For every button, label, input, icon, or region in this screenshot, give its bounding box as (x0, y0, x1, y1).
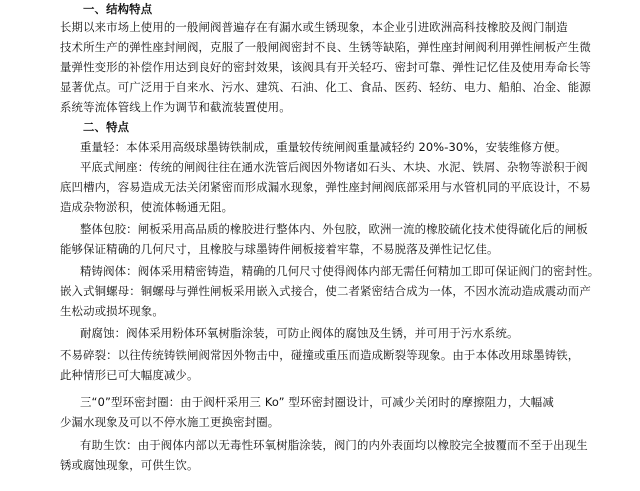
paragraph-line: 能够保证精确的几何尺寸，且橡胶与球墨铸件闸板接着牢靠，不易脱落及弹性记忆佳。 (60, 242, 499, 256)
feature-lightweight: 重量轻：本体采用高级球墨铸铁制成，重量较传统闸阀重量减轻约 20%-30%，安装维修方便。 (80, 140, 567, 154)
section-heading-features: 二、特点 (83, 120, 130, 134)
feature-precision-body: 精铸阀体：阀体采用精密铸造，精确的几何尺寸使得阀体内部无需任何精加工即可保证阀门的密封性。 (80, 264, 600, 278)
feature-no-breakage: 不易碎裂：以往传统铸铁闸阀常因外物击中，碰撞或重压而造成断裂等现象。由于本体改用球墨铸铁， (60, 348, 580, 362)
feature-flat-seat: 平底式闸座：传统的闸阀往往在通水洗管后阀因外物诸如石头、木块、水泥、铁屑、杂物等淤积于阀 (80, 160, 588, 174)
feature-full-rubber-coating: 整体包胶：闸板采用高品质的橡胶进行整体内、外包胶，欧洲一流的橡胶硫化技术使得硫化后的闸板 (80, 222, 588, 236)
paragraph-line: 长期以来市场上使用的一般闸阀普遍存在有漏水或生锈现象，本企业引进欧洲高科技橡胶及阀门制造 (60, 20, 568, 34)
feature-corrosion-resistant: 耐腐蚀：阀体采用粉体环氧树脂涂装，可防止阀体的腐蚀及生锈，并可用于污水系统。 (80, 326, 519, 340)
feature-embedded-copper-nut: 嵌入式铜螺母：铜螺母与弹性闸板采用嵌入式接合，使二者紧密结合成为一体，不因水流动造成震动而产 (60, 284, 591, 298)
paragraph-line: 量弹性变形的补偿作用达到良好的密封效果，该阀具有开关轻巧、密封可靠、弹性记忆佳及使用寿命长等 (60, 60, 591, 74)
paragraph-line: 锈或腐蚀现象，可供生饮。 (60, 458, 199, 472)
paragraph-line: 少漏水现象及可以不停水施工更换密封圈。 (60, 415, 280, 429)
section-heading-structure: 一、结构特点 (83, 2, 153, 16)
paragraph-line: 显著优点。可广泛用于自来水、污水、建筑、石油、化工、食品、医药、轻纺、电力、船舶、冶金、能源 (60, 80, 591, 94)
feature-o-ring-seal: 三“0”型环密封圈：由于阀杆采用三 Ko” 型环密封圈设计，可减少关闭时的摩擦阻力，大幅减 (80, 395, 554, 409)
paragraph-line: 此种情形已可大幅度减少。 (60, 368, 199, 382)
feature-potable-water: 有助生饮：由于阀体内部以无毒性环氧树脂涂装，阀门的内外表面均以橡胶完全披覆而不至于出现生 (80, 438, 588, 452)
paragraph-line: 生松动或损坏现象。 (60, 304, 164, 318)
paragraph-line: 底凹槽内，容易造成无法关闭紧密而形成漏水现象，弹性座封闸阀底部采用与水管机同的平底设计，不易 (60, 180, 591, 194)
paragraph-line: 系统等流体管线上作为调节和截流装置使用。 (60, 100, 291, 114)
paragraph-line: 技术所生产的弹性座封闸阀，克服了一般闸阀密封不良、生锈等缺陷，弹性座封闸阀利用弹性闸板产生微 (60, 40, 591, 54)
paragraph-line: 造成杂物淤积，使流体畅通无阻。 (60, 200, 234, 214)
